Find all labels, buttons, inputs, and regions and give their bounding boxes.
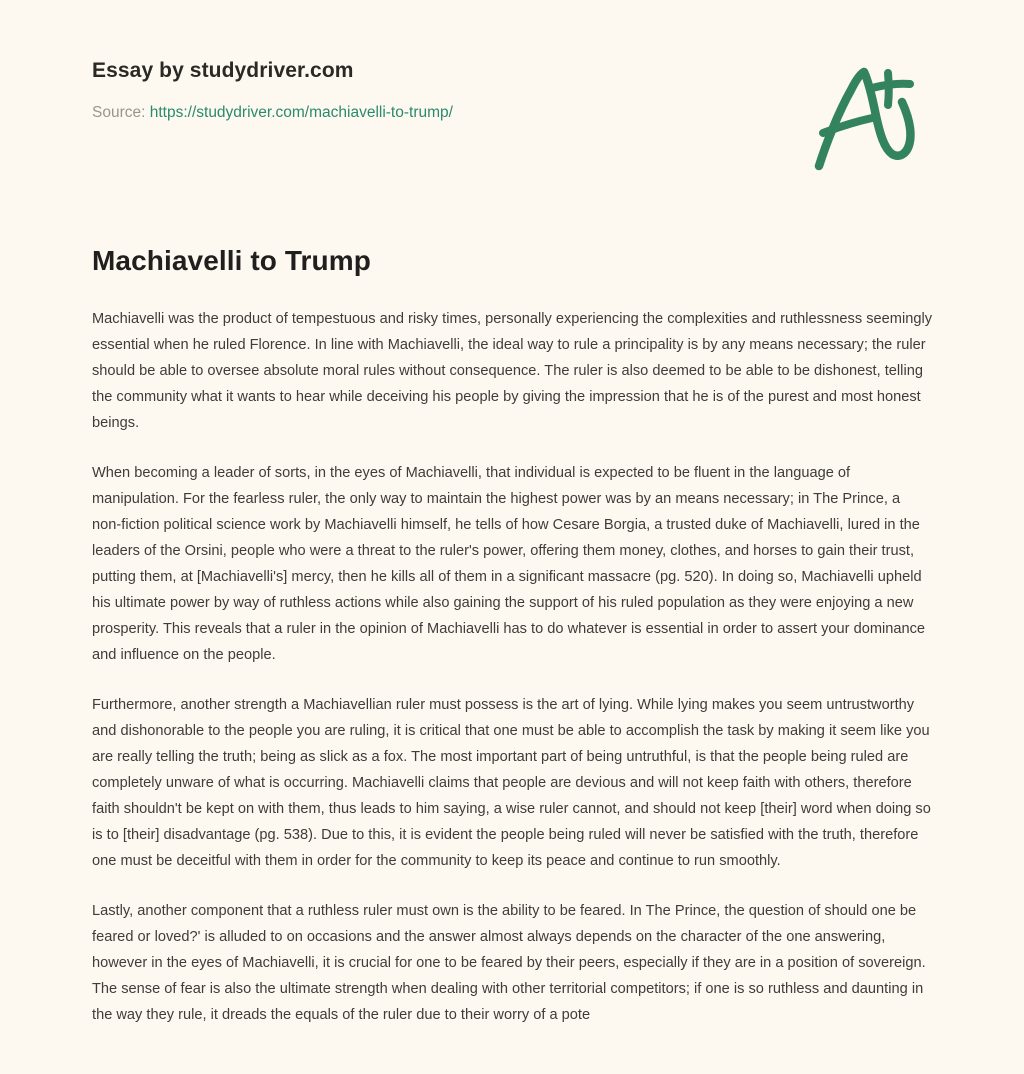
paragraph: Lastly, another component that a ruthless ruler must own is the ability to be feared. In The Prince, the question of should one be feared or loved?' is alluded to on occasions and the answer almost always depends on the character of the one answering, however in the eyes of Machiavelli, it is crucial for one to be feared by their peers, especially if they are in a position of sovereign. The sense of fear is also the ultimate strength when dealing with other territorial competitors; if one is so ruthless and daunting in the way they rule, it dreads the equals of the ruler due to their worry of a pote [92,903,926,1023]
paragraph: Furthermore, another strength a Machiavellian ruler must possess is the art of lying. While lying makes you seem untrustworthy and dishonorable to the people you are ruling, it is critical that one must be able to accomplish the task by making it seem like you are really telling the truth; being as slick as a fox. The most important part of being untruthful, is that the people being ruled are completely unware of what is occurring. Machiavelli claims that people are devious and will not keep faith with others, therefore faith shouldn't be kept on with them, thus leads to him saying, a wise ruler cannot, and should not keep [their] word when doing so is to [their] disadvantage (pg. 538). Due to this, it is evident the people being ruled will never be satisfied with the truth, therefore one must be deceitful with them in order for the community to keep its peace and continue to run smoothly. [92,697,931,869]
page-title: Machiavelli to Trump [92,245,371,276]
article [92,243,932,1028]
paragraph: When becoming a leader of sorts, in the eyes of Machiavelli, that individual is expected to be fluent in the language of manipulation. For the fearless ruler, the only way to maintain the highest power was by an means necessary; in The Prince, a non-fiction political science work by Machiavelli himself, he tells of how Cesare Borgia, a trusted duke of Machiavelli, lured in the leaders of the Orsini, people who were a threat to the ruler's power, offering them money, clothes, and horses to gain their trust, putting them, at [Machiavelli's] mercy, then he kills all of them in a significant massacre (pg. 520). In doing so, Machiavelli upheld his ultimate power by way of ruthless actions while also gaining the support of his ruled population as they were enjoying a new prosperity. This reveals that a ruler in the opinion of Machiavelli has to do whatever is essential in order to assert your dominance and influence on the people. [92,465,926,663]
paragraph: Machiavelli was the product of tempestuous and risky times, personally experiencing the complexities and ruthlessness seemingly essential when he ruled Florence. In line with Machiavelli, the ideal way to rule a principality is by any means necessary; the ruler should be able to oversee absolute moral rules without consequence. The ruler is also deemed to be able to be dishonest, telling the community what it wants to hear while deceiving his people by giving the impression that he is of the purest and most honest beings. [92,311,933,431]
source-label: Source: [92,104,146,122]
source-url-link[interactable]: https://studydriver.com/machiavelli-to-trump/ [149,104,453,122]
aplus-logo-icon [806,58,926,178]
brand-title: Essay by studydriver.com [92,59,354,82]
article-body [92,306,932,1028]
